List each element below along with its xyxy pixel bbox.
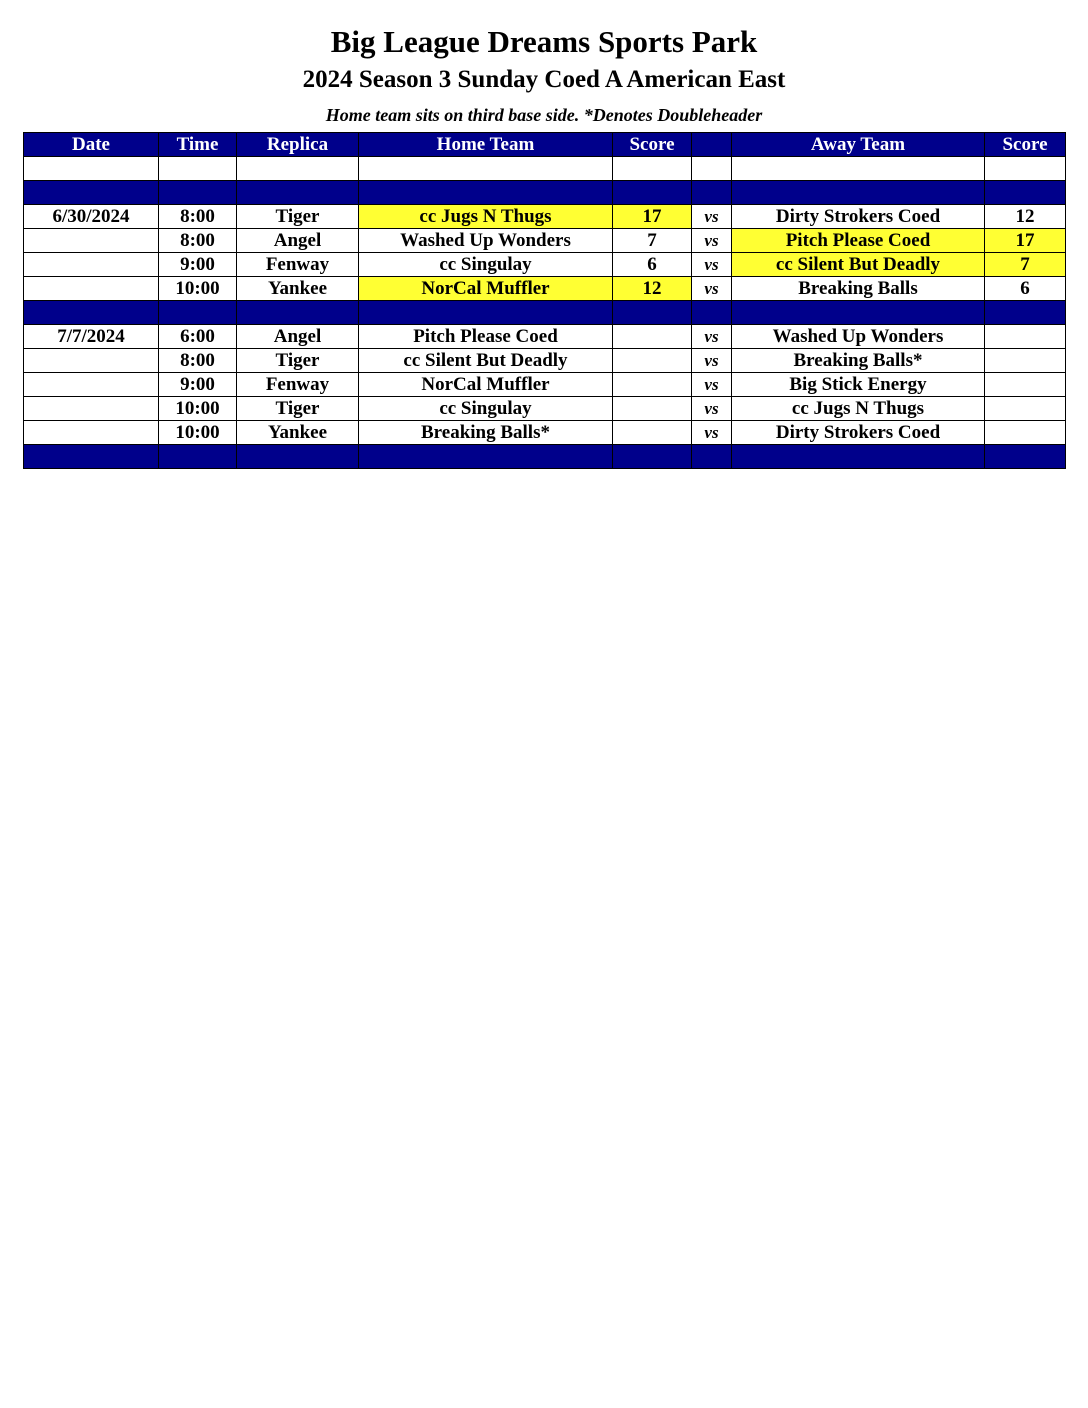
game-time: 10:00: [159, 421, 237, 445]
home-score: [613, 325, 692, 349]
game-date: 6/30/2024: [24, 205, 159, 229]
header-row: [24, 133, 1066, 157]
home-score: 6: [613, 253, 692, 277]
band-cell: [359, 301, 613, 325]
game-time: 9:00: [159, 373, 237, 397]
game-date: [24, 229, 159, 253]
vs-label: vs: [692, 397, 732, 421]
away-score: 6: [985, 277, 1066, 301]
band-cell: [692, 181, 732, 205]
league-subtitle: 2024 Season 3 Sunday Coed A American East: [302, 66, 786, 93]
blank-cell: [237, 157, 359, 181]
blank-cell: [159, 157, 237, 181]
away-score: 17: [985, 229, 1066, 253]
band-cell: [237, 301, 359, 325]
home-score: 17: [613, 205, 692, 229]
away-team: Breaking Balls: [732, 277, 985, 301]
game-replica-field: Yankee: [237, 277, 359, 301]
vs-label: vs: [692, 349, 732, 373]
column-header-vs: [692, 133, 732, 157]
game-time: 10:00: [159, 277, 237, 301]
game-row: [24, 277, 1066, 301]
home-score: 7: [613, 229, 692, 253]
away-team: cc Jugs N Thugs: [732, 397, 985, 421]
band-cell: [692, 445, 732, 469]
vs-label: vs: [692, 277, 732, 301]
blank-cell: [692, 157, 732, 181]
game-row: [24, 205, 1066, 229]
game-row: [24, 229, 1066, 253]
band-cell: [24, 445, 159, 469]
away-team: Dirty Strokers Coed: [732, 205, 985, 229]
game-replica-field: Tiger: [237, 397, 359, 421]
home-score: 12: [613, 277, 692, 301]
band-cell: [237, 181, 359, 205]
page-title: Big League Dreams Sports Park: [330, 24, 758, 59]
away-score: [985, 397, 1066, 421]
game-date: [24, 349, 159, 373]
band-cell: [732, 301, 985, 325]
game-row: [24, 349, 1066, 373]
vs-label: vs: [692, 229, 732, 253]
game-time: 8:00: [159, 229, 237, 253]
away-team: Big Stick Energy: [732, 373, 985, 397]
home-team: cc Singulay: [359, 397, 613, 421]
band-cell: [732, 181, 985, 205]
home-team: Pitch Please Coed: [359, 325, 613, 349]
schedule-body: [24, 157, 1066, 469]
band-cell: [985, 301, 1066, 325]
band-cell: [359, 181, 613, 205]
game-replica-field: Fenway: [237, 253, 359, 277]
column-header-time: Time: [159, 133, 237, 157]
band-cell: [24, 301, 159, 325]
band-cell: [732, 445, 985, 469]
game-row: [24, 397, 1066, 421]
game-time: 8:00: [159, 349, 237, 373]
band-cell: [24, 181, 159, 205]
band-cell: [359, 445, 613, 469]
home-team: cc Silent But Deadly: [359, 349, 613, 373]
vs-label: vs: [692, 325, 732, 349]
game-time: 10:00: [159, 397, 237, 421]
blank-cell: [732, 157, 985, 181]
game-replica-field: Angel: [237, 229, 359, 253]
game-date: [24, 253, 159, 277]
home-score: [613, 373, 692, 397]
band-cell: [985, 445, 1066, 469]
away-score: [985, 421, 1066, 445]
vs-label: vs: [692, 421, 732, 445]
band-cell: [613, 301, 692, 325]
home-team: Breaking Balls*: [359, 421, 613, 445]
away-team: Breaking Balls*: [732, 349, 985, 373]
game-date: [24, 373, 159, 397]
game-time: 6:00: [159, 325, 237, 349]
game-time: 8:00: [159, 205, 237, 229]
home-score: [613, 349, 692, 373]
home-score: [613, 421, 692, 445]
away-team: Dirty Strokers Coed: [732, 421, 985, 445]
blank-row: [24, 157, 1066, 181]
home-team: cc Jugs N Thugs: [359, 205, 613, 229]
away-score: 12: [985, 205, 1066, 229]
game-replica-field: Tiger: [237, 349, 359, 373]
home-score: [613, 397, 692, 421]
separator-band: [24, 445, 1066, 469]
column-header-away-score: Score: [985, 133, 1066, 157]
schedule-note: Home team sits on third base side. *Denotes Doubleheader: [325, 105, 763, 125]
game-date: 7/7/2024: [24, 325, 159, 349]
game-date: [24, 421, 159, 445]
game-replica-field: Tiger: [237, 205, 359, 229]
blank-cell: [24, 157, 159, 181]
game-row: [24, 253, 1066, 277]
away-team: Washed Up Wonders: [732, 325, 985, 349]
band-cell: [159, 181, 237, 205]
band-cell: [613, 445, 692, 469]
away-score: [985, 325, 1066, 349]
blank-cell: [359, 157, 613, 181]
column-header-date: Date: [24, 133, 159, 157]
away-score: [985, 373, 1066, 397]
game-row: [24, 373, 1066, 397]
game-row: [24, 325, 1066, 349]
column-header-home-team: Home Team: [359, 133, 613, 157]
away-team: Pitch Please Coed: [732, 229, 985, 253]
separator-band: [24, 301, 1066, 325]
band-cell: [613, 181, 692, 205]
away-team: cc Silent But Deadly: [732, 253, 985, 277]
column-header-home-score: Score: [613, 133, 692, 157]
away-score: [985, 349, 1066, 373]
game-time: 9:00: [159, 253, 237, 277]
home-team: NorCal Muffler: [359, 277, 613, 301]
home-team: Washed Up Wonders: [359, 229, 613, 253]
band-cell: [237, 445, 359, 469]
blank-cell: [985, 157, 1066, 181]
band-cell: [985, 181, 1066, 205]
vs-label: vs: [692, 373, 732, 397]
band-cell: [692, 301, 732, 325]
column-header-away-team: Away Team: [732, 133, 985, 157]
game-row: [24, 421, 1066, 445]
schedule-table: [23, 132, 1066, 469]
game-date: [24, 277, 159, 301]
band-cell: [159, 445, 237, 469]
band-cell: [159, 301, 237, 325]
vs-label: vs: [692, 253, 732, 277]
game-replica-field: Yankee: [237, 421, 359, 445]
away-score: 7: [985, 253, 1066, 277]
column-header-replica: Replica: [237, 133, 359, 157]
home-team: NorCal Muffler: [359, 373, 613, 397]
game-date: [24, 397, 159, 421]
game-replica-field: Fenway: [237, 373, 359, 397]
home-team: cc Singulay: [359, 253, 613, 277]
vs-label: vs: [692, 205, 732, 229]
game-replica-field: Angel: [237, 325, 359, 349]
blank-cell: [613, 157, 692, 181]
separator-band: [24, 181, 1066, 205]
